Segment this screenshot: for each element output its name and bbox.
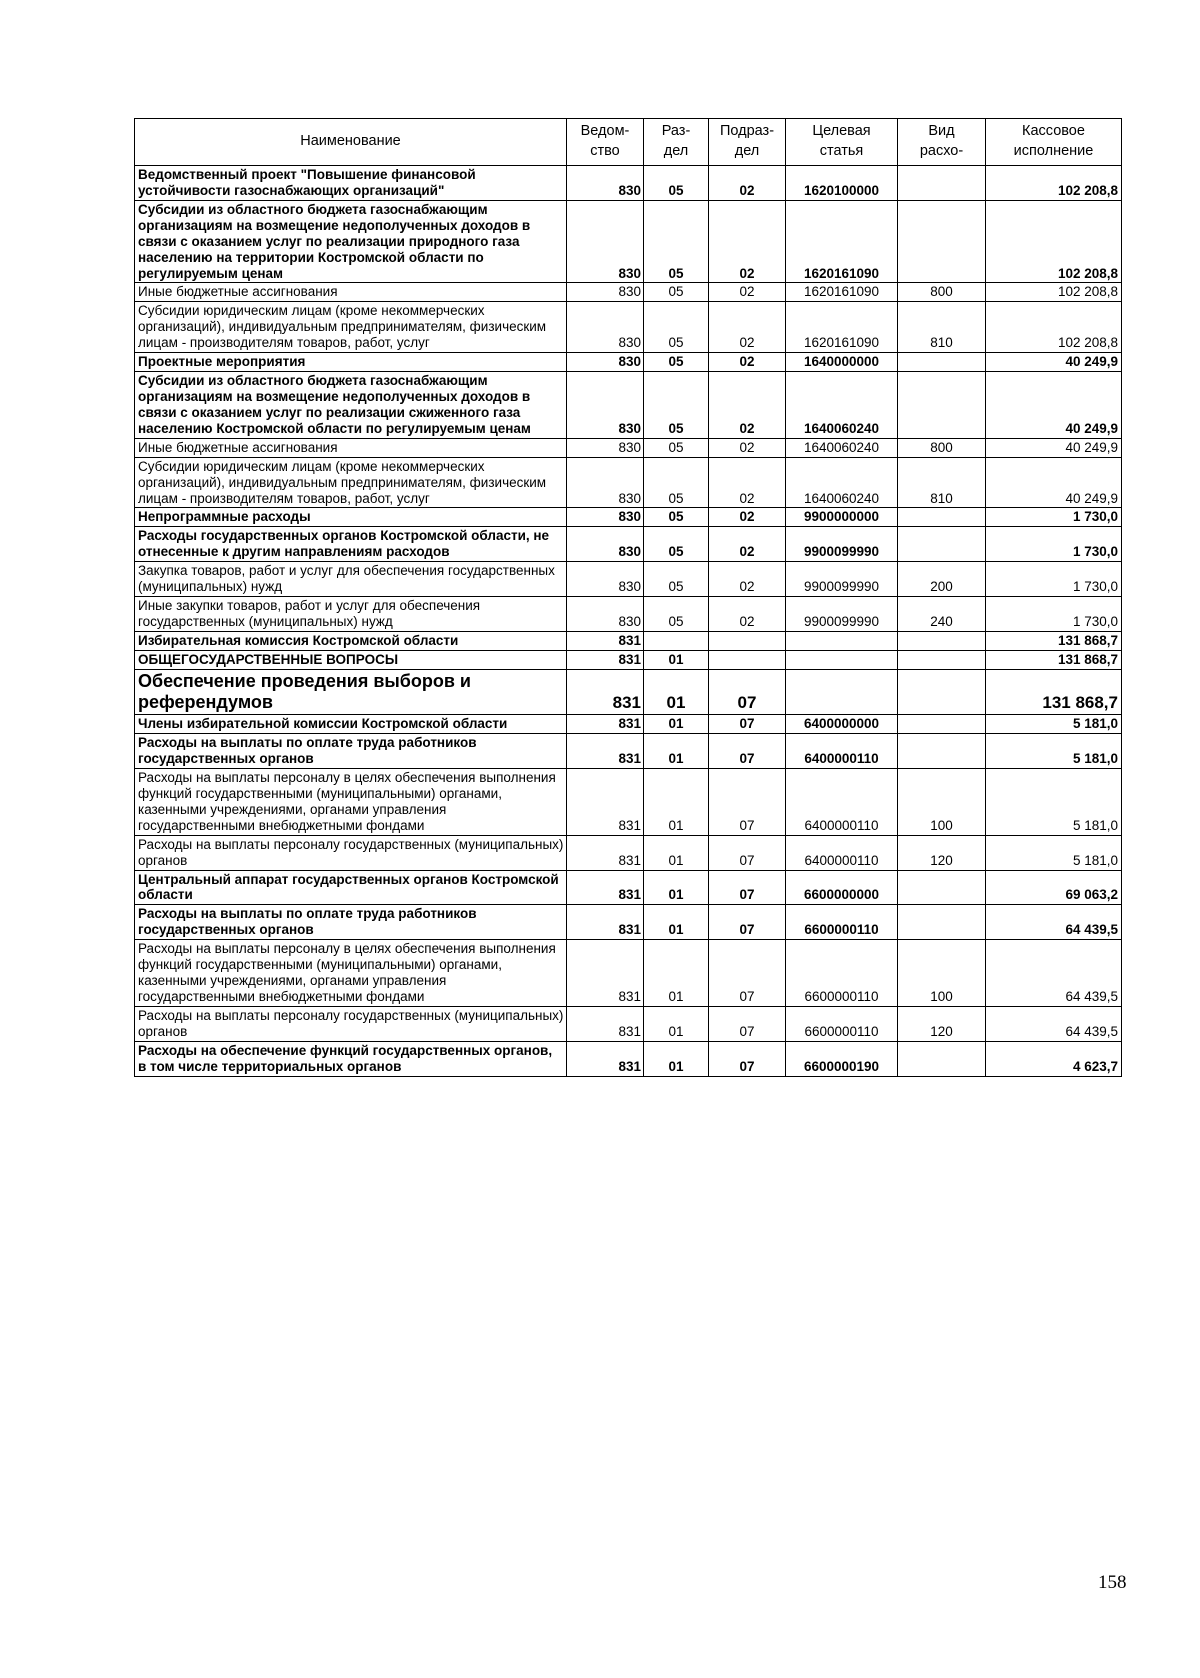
cell-dept: 831 <box>567 835 644 870</box>
table-header-row <box>135 119 1122 166</box>
table-row <box>135 1006 1122 1041</box>
table-row <box>135 302 1122 353</box>
cell-section: 05 <box>644 166 709 201</box>
cell-section: 01 <box>644 1006 709 1041</box>
cell-article: 1620161090 <box>786 200 898 283</box>
table-row <box>135 527 1122 562</box>
cell-name: Обеспечение проведения выборов и референдумов <box>135 669 567 714</box>
cell-amount: 102 208,8 <box>986 200 1122 283</box>
cell-name: Члены избирательной комиссии Костромской области <box>135 715 567 734</box>
cell-amount: 131 868,7 <box>986 650 1122 669</box>
cell-article <box>786 650 898 669</box>
cell-article: 1620161090 <box>786 283 898 302</box>
table-row <box>135 835 1122 870</box>
cell-dept: 830 <box>567 200 644 283</box>
cell-name: Расходы на выплаты персоналу государственных (муниципальных) органов <box>135 1006 567 1041</box>
cell-section: 05 <box>644 283 709 302</box>
table-row <box>135 166 1122 201</box>
cell-name: Субсидии юридическим лицам (кроме некоммерческих организаций), индивидуальным предпринимателям, физическим лицам - производителям товаров, работ, услуг <box>135 302 567 353</box>
cell-name: Непрограммные расходы <box>135 508 567 527</box>
cell-kind <box>898 166 986 201</box>
cell-subsection: 07 <box>709 768 786 835</box>
cell-amount: 4 623,7 <box>986 1041 1122 1076</box>
cell-name: Иные закупки товаров, работ и услуг для обеспечения государственных (муниципальных) нужд <box>135 597 567 632</box>
cell-kind: 200 <box>898 562 986 597</box>
cell-kind <box>898 372 986 439</box>
cell-section: 05 <box>644 353 709 372</box>
cell-subsection: 07 <box>709 905 786 940</box>
cell-subsection: 07 <box>709 940 786 1007</box>
cell-kind: 100 <box>898 940 986 1007</box>
cell-article: 9900000000 <box>786 508 898 527</box>
cell-name: Субсидии из областного бюджета газоснабжающим организациям на возмещение недополученных доходов в связи с оказанием услуг по реализации природного газа населению на территории Костромской области по регулируемым ценам <box>135 200 567 283</box>
cell-kind <box>898 508 986 527</box>
table-row <box>135 1041 1122 1076</box>
header-kind <box>898 119 986 166</box>
cell-article: 1640060240 <box>786 372 898 439</box>
cell-subsection <box>709 650 786 669</box>
cell-article: 1640000000 <box>786 353 898 372</box>
cell-name: ОБЩЕГОСУДАРСТВЕННЫЕ ВОПРОСЫ <box>135 650 567 669</box>
header-subsection <box>709 119 786 166</box>
cell-subsection: 02 <box>709 527 786 562</box>
cell-amount: 40 249,9 <box>986 438 1122 457</box>
cell-kind: 810 <box>898 302 986 353</box>
cell-subsection: 02 <box>709 508 786 527</box>
cell-name: Закупка товаров, работ и услуг для обеспечения государственных (муниципальных) нужд <box>135 562 567 597</box>
table-row <box>135 597 1122 632</box>
cell-dept: 830 <box>567 597 644 632</box>
cell-section: 05 <box>644 302 709 353</box>
cell-subsection: 02 <box>709 597 786 632</box>
cell-article: 6600000190 <box>786 1041 898 1076</box>
header-dept <box>567 119 644 166</box>
cell-subsection: 07 <box>709 1041 786 1076</box>
cell-dept: 830 <box>567 457 644 508</box>
header-subsection-line2: дел <box>734 143 760 159</box>
table-row <box>135 508 1122 527</box>
cell-subsection: 02 <box>709 438 786 457</box>
table-row <box>135 283 1122 302</box>
cell-subsection: 07 <box>709 835 786 870</box>
cell-amount: 64 439,5 <box>986 940 1122 1007</box>
cell-amount: 1 730,0 <box>986 508 1122 527</box>
cell-kind: 810 <box>898 457 986 508</box>
table-row <box>135 650 1122 669</box>
header-article <box>786 119 898 166</box>
cell-subsection: 02 <box>709 562 786 597</box>
cell-dept: 830 <box>567 283 644 302</box>
cell-amount: 1 730,0 <box>986 527 1122 562</box>
cell-article: 1640060240 <box>786 438 898 457</box>
cell-dept: 830 <box>567 166 644 201</box>
table-row <box>135 715 1122 734</box>
cell-dept: 831 <box>567 1041 644 1076</box>
cell-dept: 831 <box>567 870 644 905</box>
cell-section: 01 <box>644 669 709 714</box>
cell-dept: 830 <box>567 302 644 353</box>
header-name <box>135 119 567 166</box>
table-row <box>135 353 1122 372</box>
cell-article: 6600000000 <box>786 870 898 905</box>
cell-subsection: 02 <box>709 372 786 439</box>
cell-dept: 830 <box>567 372 644 439</box>
cell-kind <box>898 631 986 650</box>
cell-dept: 831 <box>567 768 644 835</box>
cell-article: 6600000110 <box>786 940 898 1007</box>
cell-section: 05 <box>644 562 709 597</box>
header-amount-line2: исполнение <box>1013 143 1094 159</box>
cell-amount: 69 063,2 <box>986 870 1122 905</box>
cell-name: Избирательная комиссия Костромской области <box>135 631 567 650</box>
header-section-line1: Раз- <box>661 123 691 140</box>
cell-amount: 102 208,8 <box>986 302 1122 353</box>
header-amount <box>986 119 1122 166</box>
header-article-line1: Целевая <box>812 123 871 140</box>
table-row <box>135 870 1122 905</box>
cell-subsection: 07 <box>709 1006 786 1041</box>
cell-kind <box>898 715 986 734</box>
cell-name: Субсидии из областного бюджета газоснабжающим организациям на возмещение недополученных доходов в связи с оказанием услуг по реализации сжиженного газа населению Костромской области по регулируемым ценам <box>135 372 567 439</box>
cell-article: 1620161090 <box>786 302 898 353</box>
cell-dept: 831 <box>567 631 644 650</box>
cell-article <box>786 631 898 650</box>
cell-article: 6600000110 <box>786 1006 898 1041</box>
table-row <box>135 905 1122 940</box>
cell-article: 1620100000 <box>786 166 898 201</box>
cell-article: 9900099990 <box>786 527 898 562</box>
cell-name: Ведомственный проект "Повышение финансовой устойчивости газоснабжающих организаций" <box>135 166 567 201</box>
table-row <box>135 372 1122 439</box>
cell-dept: 830 <box>567 527 644 562</box>
cell-section: 01 <box>644 715 709 734</box>
cell-subsection: 02 <box>709 166 786 201</box>
cell-section: 05 <box>644 372 709 439</box>
cell-name: Иные бюджетные ассигнования <box>135 283 567 302</box>
cell-subsection: 02 <box>709 353 786 372</box>
cell-kind <box>898 669 986 714</box>
cell-amount: 40 249,9 <box>986 457 1122 508</box>
cell-section: 01 <box>644 650 709 669</box>
cell-kind <box>898 1041 986 1076</box>
cell-article: 6400000110 <box>786 835 898 870</box>
cell-dept: 831 <box>567 1006 644 1041</box>
header-article-line2: статья <box>819 143 864 159</box>
cell-dept: 830 <box>567 508 644 527</box>
cell-section: 01 <box>644 734 709 769</box>
cell-article <box>786 669 898 714</box>
cell-name: Расходы на выплаты персоналу в целях обеспечения выполнения функций государственными (муниципальными) органами, казенными учреждениями, органами управления государственными внебюджетными фондами <box>135 940 567 1007</box>
cell-amount: 40 249,9 <box>986 353 1122 372</box>
cell-dept: 831 <box>567 669 644 714</box>
cell-name: Расходы государственных органов Костромской области, не отнесенные к другим направлениям расходов <box>135 527 567 562</box>
header-subsection-line1: Подраз- <box>719 123 775 140</box>
cell-section: 05 <box>644 200 709 283</box>
table-row <box>135 940 1122 1007</box>
cell-name: Центральный аппарат государственных органов Костромской области <box>135 870 567 905</box>
cell-name: Расходы на выплаты персоналу в целях обеспечения выполнения функций государственными (муниципальными) органами, казенными учреждениями, органами управления государственными внебюджетными фондами <box>135 768 567 835</box>
cell-amount: 5 181,0 <box>986 768 1122 835</box>
cell-subsection: 02 <box>709 283 786 302</box>
cell-dept: 831 <box>567 650 644 669</box>
cell-amount: 1 730,0 <box>986 597 1122 632</box>
header-dept-line2: ство <box>590 143 620 159</box>
cell-section: 01 <box>644 905 709 940</box>
cell-kind <box>898 353 986 372</box>
cell-amount: 5 181,0 <box>986 835 1122 870</box>
cell-amount: 1 730,0 <box>986 562 1122 597</box>
cell-kind <box>898 734 986 769</box>
cell-amount: 64 439,5 <box>986 1006 1122 1041</box>
cell-subsection <box>709 631 786 650</box>
cell-section <box>644 631 709 650</box>
cell-article: 6400000000 <box>786 715 898 734</box>
cell-dept: 831 <box>567 734 644 769</box>
cell-article: 6400000110 <box>786 768 898 835</box>
cell-subsection: 02 <box>709 457 786 508</box>
cell-name: Расходы на выплаты персоналу государственных (муниципальных) органов <box>135 835 567 870</box>
header-kind-line1: Вид <box>928 123 955 140</box>
cell-section: 05 <box>644 508 709 527</box>
cell-amount: 102 208,8 <box>986 166 1122 201</box>
cell-subsection: 07 <box>709 715 786 734</box>
cell-subsection: 02 <box>709 302 786 353</box>
table-row <box>135 734 1122 769</box>
cell-section: 05 <box>644 438 709 457</box>
cell-amount: 102 208,8 <box>986 283 1122 302</box>
header-name-text: Наименование <box>300 133 401 150</box>
cell-subsection: 07 <box>709 734 786 769</box>
table-row <box>135 200 1122 283</box>
cell-dept: 831 <box>567 715 644 734</box>
cell-dept: 831 <box>567 905 644 940</box>
cell-amount: 5 181,0 <box>986 715 1122 734</box>
cell-kind <box>898 200 986 283</box>
cell-name: Иные бюджетные ассигнования <box>135 438 567 457</box>
cell-kind <box>898 650 986 669</box>
header-section-line2: дел <box>663 143 689 159</box>
cell-kind: 240 <box>898 597 986 632</box>
cell-dept: 830 <box>567 438 644 457</box>
cell-subsection: 07 <box>709 870 786 905</box>
cell-section: 01 <box>644 1041 709 1076</box>
cell-subsection: 07 <box>709 669 786 714</box>
cell-dept: 830 <box>567 353 644 372</box>
cell-name: Расходы на выплаты по оплате труда работников государственных органов <box>135 734 567 769</box>
budget-execution-table <box>134 118 1122 1077</box>
cell-name: Расходы на обеспечение функций государственных органов, в том числе территориальных органов <box>135 1041 567 1076</box>
cell-section: 05 <box>644 527 709 562</box>
cell-subsection: 02 <box>709 200 786 283</box>
table-row <box>135 562 1122 597</box>
cell-name: Субсидии юридическим лицам (кроме некоммерческих организаций), индивидуальным предпринимателям, физическим лицам - производителям товаров, работ, услуг <box>135 457 567 508</box>
cell-amount: 40 249,9 <box>986 372 1122 439</box>
cell-kind <box>898 905 986 940</box>
table-row <box>135 768 1122 835</box>
cell-section: 05 <box>644 597 709 632</box>
cell-name: Проектные мероприятия <box>135 353 567 372</box>
table-row <box>135 631 1122 650</box>
header-amount-line1: Кассовое <box>1022 123 1085 140</box>
cell-article: 9900099990 <box>786 597 898 632</box>
table-body <box>135 166 1122 1077</box>
cell-amount: 64 439,5 <box>986 905 1122 940</box>
cell-article: 6400000110 <box>786 734 898 769</box>
cell-name: Расходы на выплаты по оплате труда работников государственных органов <box>135 905 567 940</box>
cell-amount: 131 868,7 <box>986 631 1122 650</box>
cell-amount: 5 181,0 <box>986 734 1122 769</box>
table-row <box>135 438 1122 457</box>
cell-kind <box>898 527 986 562</box>
cell-kind <box>898 870 986 905</box>
header-dept-line1: Ведом- <box>580 123 630 140</box>
cell-dept: 830 <box>567 562 644 597</box>
cell-kind: 800 <box>898 438 986 457</box>
table-row <box>135 669 1122 714</box>
header-section <box>644 119 709 166</box>
cell-section: 01 <box>644 870 709 905</box>
page-number: 158 <box>1098 1572 1127 1593</box>
cell-kind: 100 <box>898 768 986 835</box>
cell-article: 9900099990 <box>786 562 898 597</box>
cell-section: 05 <box>644 457 709 508</box>
cell-kind: 120 <box>898 1006 986 1041</box>
cell-kind: 800 <box>898 283 986 302</box>
cell-amount: 131 868,7 <box>986 669 1122 714</box>
cell-section: 01 <box>644 835 709 870</box>
cell-kind: 120 <box>898 835 986 870</box>
cell-article: 1640060240 <box>786 457 898 508</box>
table-row <box>135 457 1122 508</box>
header-kind-line2: расхо- <box>919 143 964 159</box>
cell-dept: 831 <box>567 940 644 1007</box>
cell-article: 6600000110 <box>786 905 898 940</box>
cell-section: 01 <box>644 768 709 835</box>
cell-section: 01 <box>644 940 709 1007</box>
